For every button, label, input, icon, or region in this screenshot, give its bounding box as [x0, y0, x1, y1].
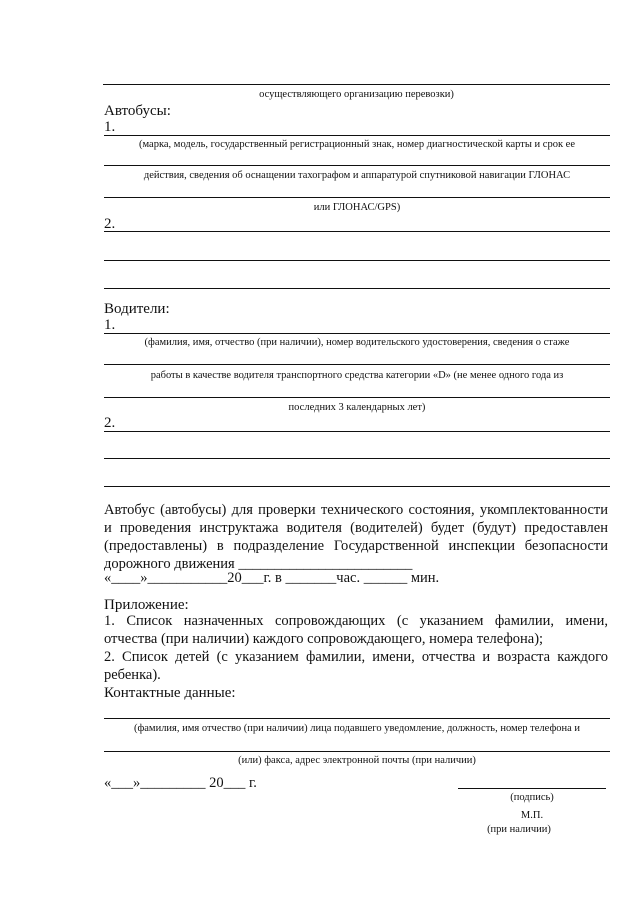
- signature-date: «___»_________ 20___ г.: [104, 775, 257, 791]
- contacts-heading: Контактные данные:: [104, 685, 236, 701]
- buses-extra-line-1: [104, 260, 610, 261]
- date-time-line: «____»___________20___г. в _______час. ______ мин.: [104, 570, 440, 586]
- inspection-paragraph: [104, 501, 608, 573]
- buses-caption-1: (марка, модель, государственный регистрационный знак, номер диагностической карты и срок ее: [138, 139, 576, 150]
- signature-line: [458, 788, 606, 789]
- buses-item-1-line: [104, 135, 610, 136]
- header-line: [103, 84, 610, 85]
- buses-item-2-line: [104, 231, 610, 232]
- drivers-extra-line-2: [104, 486, 610, 487]
- buses-item-1-number: 1.: [104, 119, 116, 135]
- buses-extra-line-2: [104, 288, 610, 289]
- buses-caption-2: действия, сведения об оснащении тахографом и аппаратурой спутниковой навигации ГЛОНАС: [143, 170, 571, 181]
- signature-caption: (подпись): [510, 792, 554, 803]
- drivers-heading: Водители:: [104, 301, 170, 317]
- drivers-caption-3: последних 3 календарных лет): [288, 402, 426, 413]
- appendix-item-1: 1. Список назначенных сопровождающих (с указанием фамилии, имени, отчества (при наличии) каждого сопровождающего, номера телефона);: [104, 613, 608, 647]
- drivers-line-2: [104, 364, 610, 365]
- drivers-item-1-number: 1.: [104, 317, 116, 333]
- seal-label: М.П.: [520, 810, 544, 821]
- buses-item-2-number: 2.: [104, 216, 116, 232]
- buses-caption-3: или ГЛОНАС/GPS): [313, 202, 401, 213]
- contacts-caption-1: (фамилия, имя отчество (при наличии) лица подавшего уведомление, должность, номер телефона и: [133, 723, 581, 734]
- appendix-item-2: 2. Список детей (с указанием фамилии, имени, отчества и возраста каждого ребенка).: [104, 649, 608, 683]
- drivers-line-3: [104, 397, 610, 398]
- contacts-line-1: [104, 718, 610, 719]
- appendix-heading: Приложение:: [104, 597, 189, 613]
- inspection-text: Автобус (автобусы) для проверки технического состояния, укомплектованности и проведения инструктажа водителя (водителей) будет (будут) предоставлен (предоставлены) в подразделение Государственной инспекции безопасности дорожного движения ________________________: [104, 502, 608, 572]
- drivers-caption-2: работы в качестве водителя транспортного средства категории «D» (не менее одного года из: [150, 370, 564, 381]
- buses-line-2: [104, 165, 610, 166]
- seal-note: (при наличии): [487, 824, 551, 835]
- drivers-item-2-line: [104, 431, 610, 432]
- drivers-item-2-number: 2.: [104, 415, 116, 431]
- appendix-list: [104, 612, 608, 684]
- drivers-caption-1: (фамилия, имя, отчество (при наличии), номер водительского удостоверения, сведения о стаже: [144, 337, 570, 348]
- contacts-caption-2: (или) факса, адрес электронной почты (при наличии): [238, 755, 476, 766]
- contacts-line-2: [104, 751, 610, 752]
- drivers-item-1-line: [104, 333, 610, 334]
- buses-heading: Автобусы:: [104, 103, 171, 119]
- header-caption: осуществляющего организацию перевозки): [259, 89, 454, 100]
- buses-line-3: [104, 197, 610, 198]
- drivers-extra-line-1: [104, 458, 610, 459]
